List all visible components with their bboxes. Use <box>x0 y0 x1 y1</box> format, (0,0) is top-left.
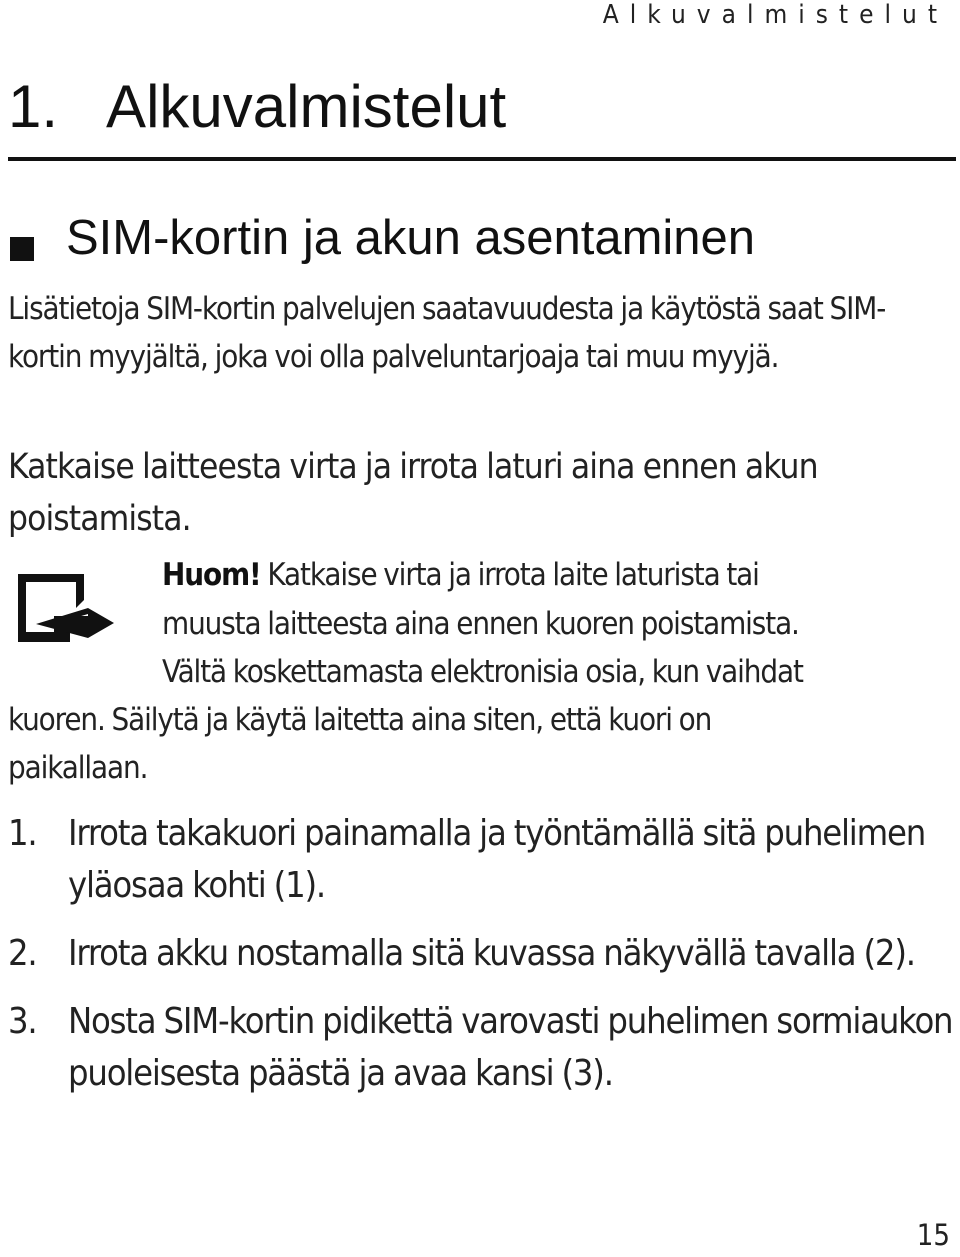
step-number: 1. <box>8 813 37 854</box>
section-square-bullet-icon <box>10 237 34 261</box>
note-line-4: kuoren. Säilytä ja käytä laitetta aina siten, että kuori on <box>8 702 712 738</box>
note-line-5: paikallaan. <box>8 750 148 786</box>
step-text: Irrota takakuori painamalla ja työntämällä sitä puhelimen yläosaa kohti (1). <box>68 813 926 906</box>
list-item <box>8 928 953 980</box>
info-paragraph: Lisätietoja SIM-kortin palvelujen saatavuudesta ja käytöstä saat SIM-kortin myyjältä, joka voi olla palveluntarjoaja tai muu myyjä. <box>8 291 886 375</box>
chapter-title-text: Alkuvalmistelut <box>106 73 507 140</box>
list-item <box>8 808 953 912</box>
note-pencil-icon <box>14 570 118 646</box>
step-number: 3. <box>8 1001 37 1042</box>
note-line-2: muusta laitteesta aina ennen kuoren poistamista. <box>162 606 799 642</box>
step-text: Nosta SIM-kortin pidikettä varovasti puhelimen sormiaukon puoleisesta päästä ja avaa kansi (3). <box>68 1001 953 1094</box>
steps-list <box>8 808 953 1116</box>
section-title: SIM-kortin ja akun asentaminen <box>66 211 756 265</box>
note-line-1 <box>162 557 759 593</box>
note-line-3: Vältä koskettamasta elektronisia osia, kun vaihdat <box>162 654 803 690</box>
list-item <box>8 996 953 1100</box>
running-header: Alkuvalmistelut <box>602 0 948 30</box>
warning-paragraph: Katkaise laitteesta virta ja irrota laturi aina ennen akun poistamista. <box>8 447 818 539</box>
page-number: 15 <box>916 1218 950 1252</box>
step-number: 2. <box>8 933 37 974</box>
step-text: Irrota akku nostamalla sitä kuvassa näkyvällä tavalla (2). <box>68 933 915 974</box>
note-label: Huom! <box>162 557 261 593</box>
chapter-divider <box>8 157 956 161</box>
chapter-title <box>8 72 506 141</box>
chapter-number: 1. <box>8 73 59 140</box>
note-text-1: Katkaise virta ja irrota laite laturista tai <box>267 557 759 593</box>
